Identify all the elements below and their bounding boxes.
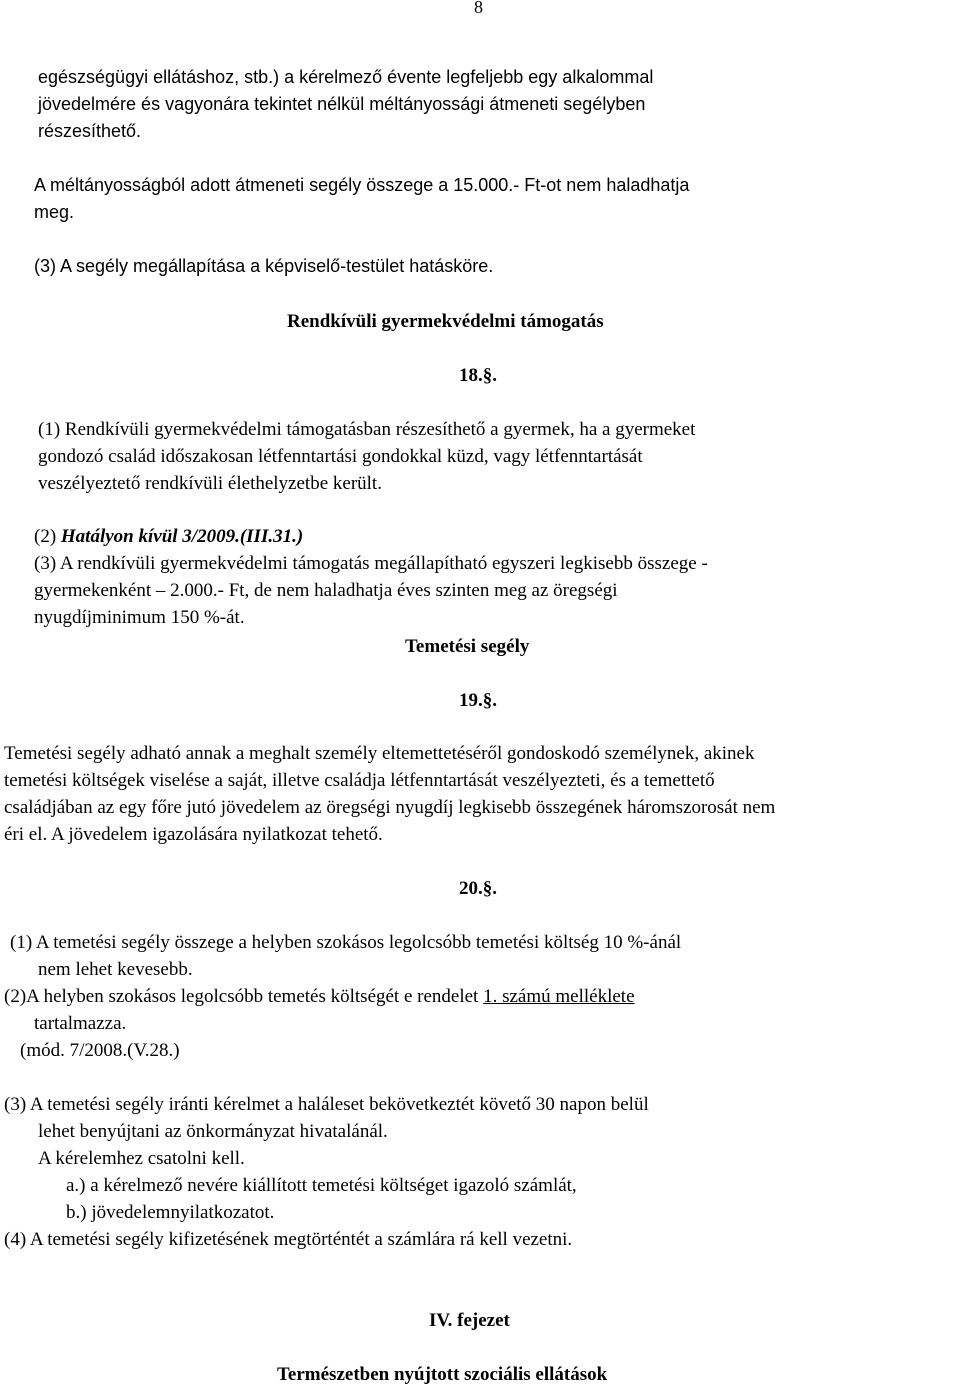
paragraph-line: veszélyeztető rendkívüli élethelyzetbe került.: [38, 473, 382, 494]
chapter-title: Természetben nyújtott szociális ellátások: [277, 1364, 608, 1385]
paragraph-line: lehet benyújtani az önkormányzat hivatalánál.: [38, 1121, 388, 1142]
list-item: a.) a kérelmező nevére kiállított temetési költséget igazoló számlát,: [66, 1175, 577, 1196]
paragraph-line: meg.: [34, 202, 75, 222]
section-number: 20.§.: [459, 878, 497, 899]
paragraph-line: A méltányosságból adott átmeneti segély összege a 15.000.- Ft-ot nem haladhatja: [34, 175, 690, 195]
paragraph-line: éri el. A jövedelem igazolására nyilatkozat tehető.: [4, 824, 383, 845]
repealed-note: Hatályon kívül 3/2009.(III.31.): [60, 526, 304, 547]
section-heading: Temetési segély: [405, 636, 530, 657]
section-number: 18.§.: [459, 365, 497, 386]
paragraph-line: [4, 986, 635, 1008]
paragraph-line: (3) A rendkívüli gyermekvédelmi támogatás megállapítható egyszeri legkisebb összege -: [34, 553, 708, 574]
paragraph-line: Temetési segély adható annak a meghalt személy eltemettetéséről gondoskodó személynek, akinek: [4, 743, 755, 764]
paragraph-line: nyugdíjminimum 150 %-át.: [34, 607, 245, 628]
repealed-paragraph: [34, 526, 303, 548]
paragraph-prefix: (2): [34, 526, 61, 547]
paragraph-line: (4) A temetési segély kifizetésének megtörténtét a számlára rá kell vezetni.: [4, 1229, 573, 1250]
paragraph-line: gondozó család időszakosan létfenntartási gondokkal küzd, vagy létfenntartását: [38, 446, 643, 467]
paragraph-line: (1) A temetési segély összege a helyben szokásos legolcsóbb temetési költség 10 %-ánál: [10, 932, 682, 953]
paragraph-line: (3) A segély megállapítása a képviselő-testület hatásköre.: [34, 256, 494, 276]
paragraph-line: tartalmazza.: [34, 1013, 127, 1034]
page-number: 8: [474, 0, 483, 17]
paragraph-line: gyermekenként – 2.000.- Ft, de nem haladhatja éves szinten meg az öregségi: [34, 580, 618, 601]
paragraph-line: (1) Rendkívüli gyermekvédelmi támogatásban részesíthető a gyermek, ha a gyermeket: [38, 419, 696, 440]
paragraph-line: részesíthető.: [38, 121, 142, 141]
paragraph-line: egészségügyi ellátáshoz, stb.) a kérelmező évente legfeljebb egy alkalommal: [38, 67, 654, 87]
chapter-number: IV. fejezet: [429, 1310, 510, 1331]
annex-link[interactable]: 1. számú melléklete: [483, 986, 635, 1007]
paragraph-line: (mód. 7/2008.(V.28.): [20, 1040, 180, 1061]
list-item: b.) jövedelemnyilatkozatot.: [66, 1202, 275, 1223]
paragraph-text: (2)A helyben szokásos legolcsóbb temetés költségét e rendelet: [4, 986, 484, 1007]
paragraph-line: családjában az egy főre jutó jövedelem az öregségi nyugdíj legkisebb összegének háromszorosát nem: [4, 797, 776, 818]
section-number: 19.§.: [459, 690, 497, 711]
paragraph-line: (3) A temetési segély iránti kérelmet a haláleset bekövetkeztét követő 30 napon belül: [4, 1094, 649, 1115]
paragraph-line: nem lehet kevesebb.: [38, 959, 193, 980]
paragraph-line: temetési költségek viselése a saját, illetve családja létfenntartását veszélyezteti, és a temettető: [4, 770, 715, 791]
paragraph-line: A kérelemhez csatolni kell.: [38, 1148, 245, 1169]
section-heading: Rendkívüli gyermekvédelmi támogatás: [287, 311, 604, 332]
paragraph-line: jövedelmére és vagyonára tekintet nélkül méltányossági átmeneti segélyben: [38, 94, 646, 114]
